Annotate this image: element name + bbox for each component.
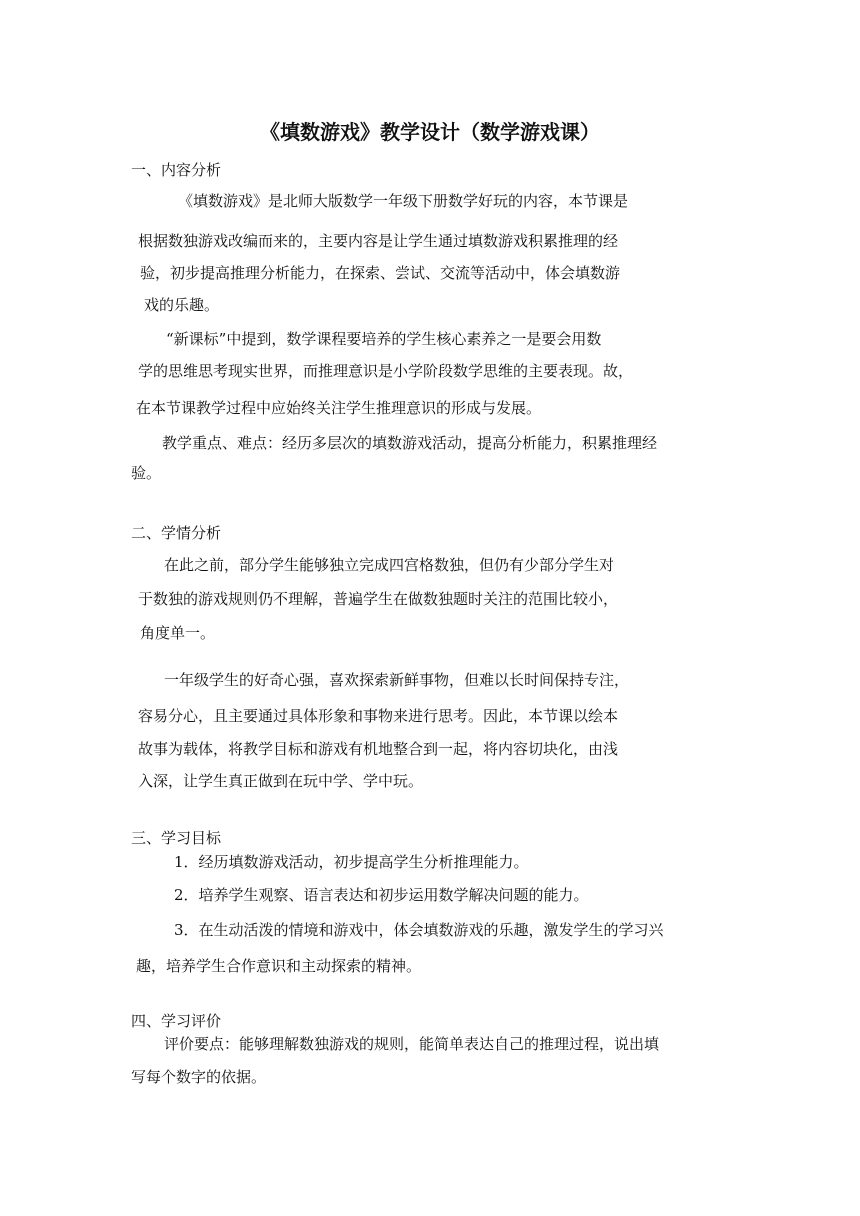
section-heading-students: 二、学情分析 — [131, 524, 222, 542]
paragraph-line: 于数独的游戏规则仍不理解，普遍学生在做数独题时关注的范围比较小， — [138, 590, 619, 608]
paragraph-line: 教学重点、难点：经历多层次的填数游戏活动，提高分析能力，积累推理经 — [162, 434, 658, 452]
paragraph-line: 3．在生动活泼的情境和游戏中，体会填数游戏的乐趣，激发学生的学习兴 — [174, 921, 664, 939]
paragraph-line: 角度单一。 — [140, 624, 216, 642]
paragraph-line: 戏的乐趣。 — [144, 296, 220, 314]
paragraph-line: 学的思维思考现实世界，而推理意识是小学阶段数学思维的主要表现。故， — [138, 362, 634, 380]
section-heading-content: 一、内容分析 — [131, 161, 222, 179]
paragraph-line: 在此之前，部分学生能够独立完成四宫格数独，但仍有少部分学生对 — [164, 556, 615, 574]
paragraph-line: 根据数独游戏改编而来的，主要内容是让学生通过填数游戏积累推理的经 — [138, 232, 619, 250]
paragraph-line: 一年级学生的好奇心强，喜欢探索新鲜事物，但难以长时间保持专注， — [164, 671, 630, 689]
paragraph-line: 故事为载体，将教学目标和游戏有机地整合到一起，将内容切块化，由浅 — [138, 740, 619, 758]
paragraph-line: 1．经历填数游戏活动，初步提高学生分析推理能力。 — [174, 853, 529, 871]
paragraph-line: 2．培养学生观察、语言表达和初步运用数学解决问题的能力。 — [174, 886, 589, 904]
paragraph-line: 验，初步提高推理分析能力，在探索、尝试、交流等活动中，体会填数游 — [140, 264, 621, 282]
paragraph-line: 在本节课教学过程中应始终关注学生推理意识的形成与发展。 — [136, 399, 542, 417]
paragraph-line: “新课标”中提到，数学课程要培养的学生核心素养之一是要会用数 — [166, 330, 602, 348]
section-heading-goals: 三、学习目标 — [131, 829, 222, 847]
section-heading-evaluation: 四、学习评价 — [131, 1012, 222, 1030]
document-title: 《填数游戏》教学设计（数学游戏课） — [260, 120, 600, 144]
paragraph-line: 写每个数字的依据。 — [131, 1068, 267, 1086]
paragraph-line: 入深，让学生真正做到在玩中学、学中玩。 — [138, 772, 424, 790]
paragraph-line: 评价要点：能够理解数独游戏的规则，能简单表达自己的推理过程，说出填 — [164, 1035, 660, 1053]
paragraph-line: 趣，培养学生合作意识和主动探索的精神。 — [136, 957, 422, 975]
paragraph-line: 容易分心，且主要通过具体形象和事物来进行思考。因此，本节课以绘本 — [138, 707, 619, 725]
paragraph-line: 验。 — [131, 464, 162, 482]
paragraph-line: 《填数游戏》是北师大版数学一年级下册数学好玩的内容，本节课是 — [178, 192, 629, 210]
